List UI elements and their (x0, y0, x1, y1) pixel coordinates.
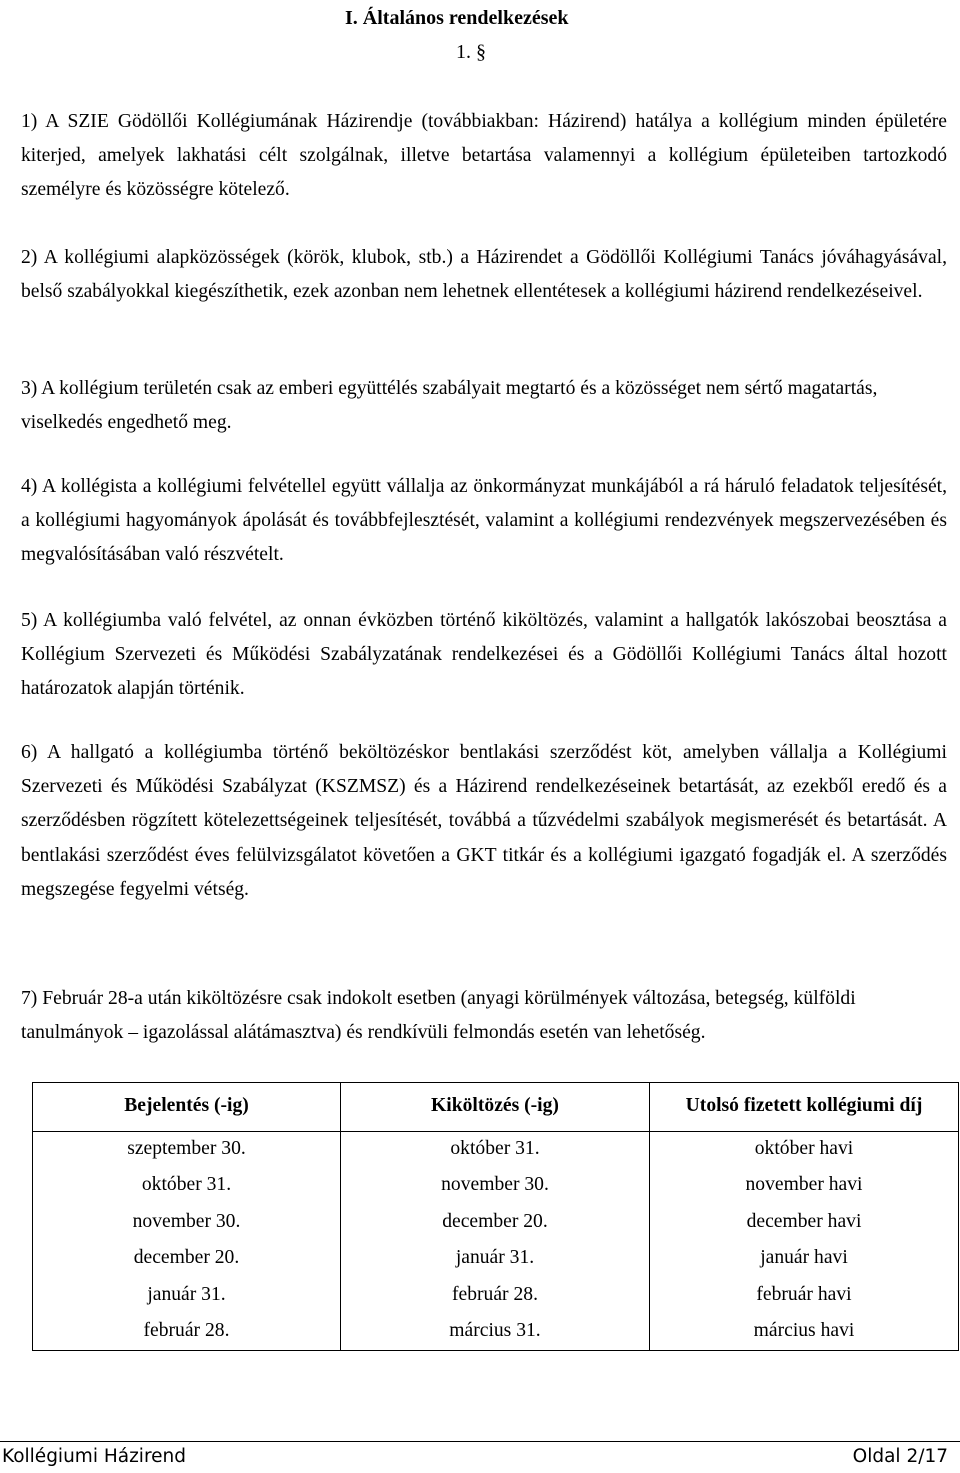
footer-document-title: Kollégiumi Házirend (2, 1446, 186, 1467)
header-notification: Bejelentés (-ig) (33, 1083, 341, 1132)
cell-last-fee: március havi (650, 1314, 959, 1351)
move-out-schedule-table (32, 1082, 959, 1351)
paragraph-1: 1) A SZIE Gödöllői Kollégiumának Házirendje (továbbiakban: Házirend) hatálya a kollégium minden épületére kiterjed, amelyek lakhatási célt szolgálnak, illetve betartása valamennyi a kollégium épületeiben tartozkodó személyre és közösségre kötelező. (21, 111, 947, 201)
paragraph-5: 5) A kollégiumba való felvétel, az onnan évközben történő kiköltözés, valamint a hallgatók lakószobai beosztása a Kollégium Szervezeti és Működési Szabályzatának rendelkezései és a Gödöllői Kollégiumi Tanács által hozott határozatok alapján történik. (21, 610, 947, 700)
table-row (33, 1241, 959, 1277)
table-row (33, 1278, 959, 1314)
header-last-fee: Utolsó fizetett kollégiumi díj (650, 1083, 959, 1132)
paragraph-4: 4) A kollégista a kollégiumi felvétellel együtt vállalja az önkormányzat munkájából a rá háruló feladatok teljesítését, a kollégiumi hagyományok ápolását és továbbfejlesztését, valamint a kollégiumi rendezvények megszervezésében és megvalósításában való részvételt. (21, 476, 947, 566)
cell-move-out: január 31. (341, 1241, 650, 1277)
cell-last-fee: november havi (650, 1168, 959, 1204)
cell-move-out: március 31. (341, 1314, 650, 1351)
table-row (33, 1168, 959, 1204)
cell-last-fee: október havi (650, 1132, 959, 1169)
cell-move-out: február 28. (341, 1278, 650, 1314)
cell-notification: január 31. (33, 1278, 341, 1314)
table-row (33, 1205, 959, 1241)
cell-notification: december 20. (33, 1241, 341, 1277)
cell-last-fee: december havi (650, 1205, 959, 1241)
cell-notification: szeptember 30. (33, 1132, 341, 1169)
paragraph-3: 3) A kollégium területén csak az emberi együttélés szabályait megtartó és a közösséget nem sértő magatartás, viselkedés engedhető meg. (21, 378, 878, 434)
cell-notification: február 28. (33, 1314, 341, 1351)
section-number: 1. § (456, 41, 486, 63)
footer-page-number: Oldal 2/17 (852, 1446, 948, 1467)
cell-move-out: október 31. (341, 1132, 650, 1169)
table-header-row (33, 1083, 959, 1132)
cell-last-fee: január havi (650, 1241, 959, 1277)
chapter-title: I. Általános rendelkezések (345, 7, 569, 29)
table-row (33, 1314, 959, 1351)
header-move-out: Kiköltözés (-ig) (341, 1083, 650, 1132)
cell-notification: október 31. (33, 1168, 341, 1204)
cell-move-out: december 20. (341, 1205, 650, 1241)
cell-move-out: november 30. (341, 1168, 650, 1204)
cell-last-fee: február havi (650, 1278, 959, 1314)
footer-divider (0, 1441, 960, 1442)
paragraph-2: 2) A kollégiumi alapközösségek (körök, klubok, stb.) a Házirendet a Gödöllői Kollégiumi Tanács jóváhagyásával, belső szabályokkal kiegészíthetik, ezek azonban nem lehetnek ellentétesek a kollégiumi házirend rendelkezéseivel. (21, 247, 947, 303)
table-row (33, 1132, 959, 1169)
paragraph-7: 7) Február 28-a után kiköltözésre csak indokolt esetben (anyagi körülmények változása, betegség, külföldi tanulmányok – igazolással alátámasztva) és rendkívüli felmondás esetén van lehetőség. (21, 988, 856, 1044)
paragraph-6: 6) A hallgató a kollégiumba történő beköltözéskor bentlakási szerződést köt, amelyben vállalja a Kollégiumi Szervezeti és Működési Szabályzat (KSZMSZ) és a Házirend rendelkezéseinek betartását, az ezekből eredő és a szerződésben rögzített kötelezettségeinek teljesítését, továbbá a tűzvédelmi szabályok megismerését és betartását. A bentlakási szerződést éves felülvizsgálatot követően a GKT titkár és a kollégiumi igazgató fogadják el. A szerződés megszegése fegyelmi vétség. (21, 742, 947, 900)
cell-notification: november 30. (33, 1205, 341, 1241)
